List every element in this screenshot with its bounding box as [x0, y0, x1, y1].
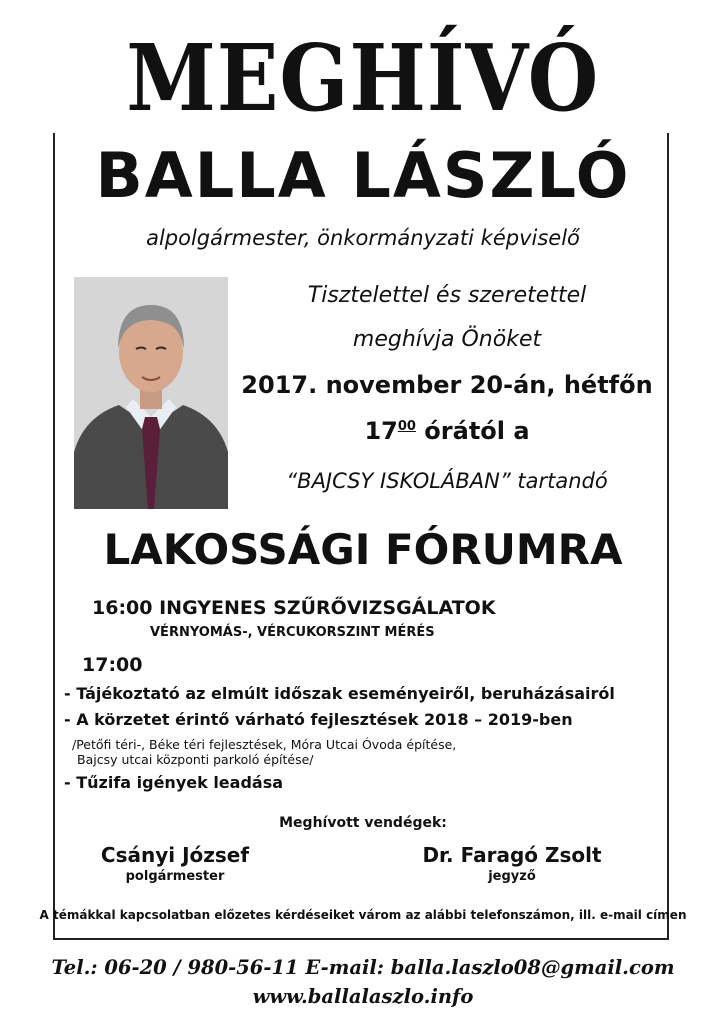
contact-phone-email: Tel.: 06-20 / 980-56-11 E-mail: balla.laszlo08@gmail.com	[51, 956, 675, 979]
agenda-bullet-report: - Tájékoztató az elmúlt időszak eseményeiről, beruházásairól	[64, 684, 615, 703]
guests-heading: Meghívott vendégek:	[279, 815, 447, 831]
portrait-photo	[74, 277, 228, 509]
invite-greeting: Tisztelettel és szeretettel	[307, 283, 587, 308]
event-time	[230, 417, 664, 445]
guest-role-mayor: polgármester	[125, 869, 225, 884]
event-venue: “BAJCSY ISKOLÁBAN” tartandó	[286, 469, 608, 493]
guest-role-notary: jegyző	[488, 869, 536, 884]
poster-title: MEGHÍVÓ	[0, 28, 726, 133]
event-title: LAKOSSÁGI FÓRUMRA	[103, 525, 623, 574]
agenda-bullet-firewood: - Tűzifa igények leadása	[64, 773, 284, 792]
time-hour: 17	[364, 417, 398, 445]
poster-frame	[53, 89, 669, 940]
time-minutes: 00	[397, 419, 416, 434]
agenda-bullet-details	[72, 737, 456, 767]
agenda-item-screening: 16:00 INGYENES SZŰRŐVIZSGÁLATOK	[92, 597, 496, 619]
guest-name-notary: Dr. Faragó Zsolt	[422, 843, 602, 867]
invite-text: meghívja Önöket	[352, 327, 542, 352]
details-line-2: Bajcsy utcai központi parkoló építése/	[77, 752, 314, 767]
guest-name-mayor: Csányi József	[100, 843, 250, 867]
portrait-icon	[74, 277, 228, 509]
event-date: 2017. november 20-án, hétfőn	[241, 371, 653, 399]
details-line-1: /Petőfi téri-, Béke téri fejlesztések, Móra Utcai Óvoda építése,	[72, 737, 457, 752]
agenda-item-screening-detail: VÉRNYOMÁS-, VÉRCUKORSZINT MÉRÉS	[150, 625, 435, 640]
contact-note: A témákkal kapcsolatban előzetes kérdéseiket várom az alábbi telefonszámon, ill. e-mail címen	[39, 908, 687, 922]
contact-website: www.ballalaszlo.info	[252, 985, 474, 1008]
agenda-bullet-developments: - A körzetet érintő várható fejlesztések 2018 – 2019-ben	[64, 710, 573, 729]
agenda-item-time: 17:00	[82, 654, 143, 676]
host-role: alpolgármester, önkormányzati képviselő	[146, 226, 580, 250]
host-name: BALLA LÁSZLÓ	[95, 139, 631, 212]
time-suffix: órától a	[415, 417, 530, 445]
